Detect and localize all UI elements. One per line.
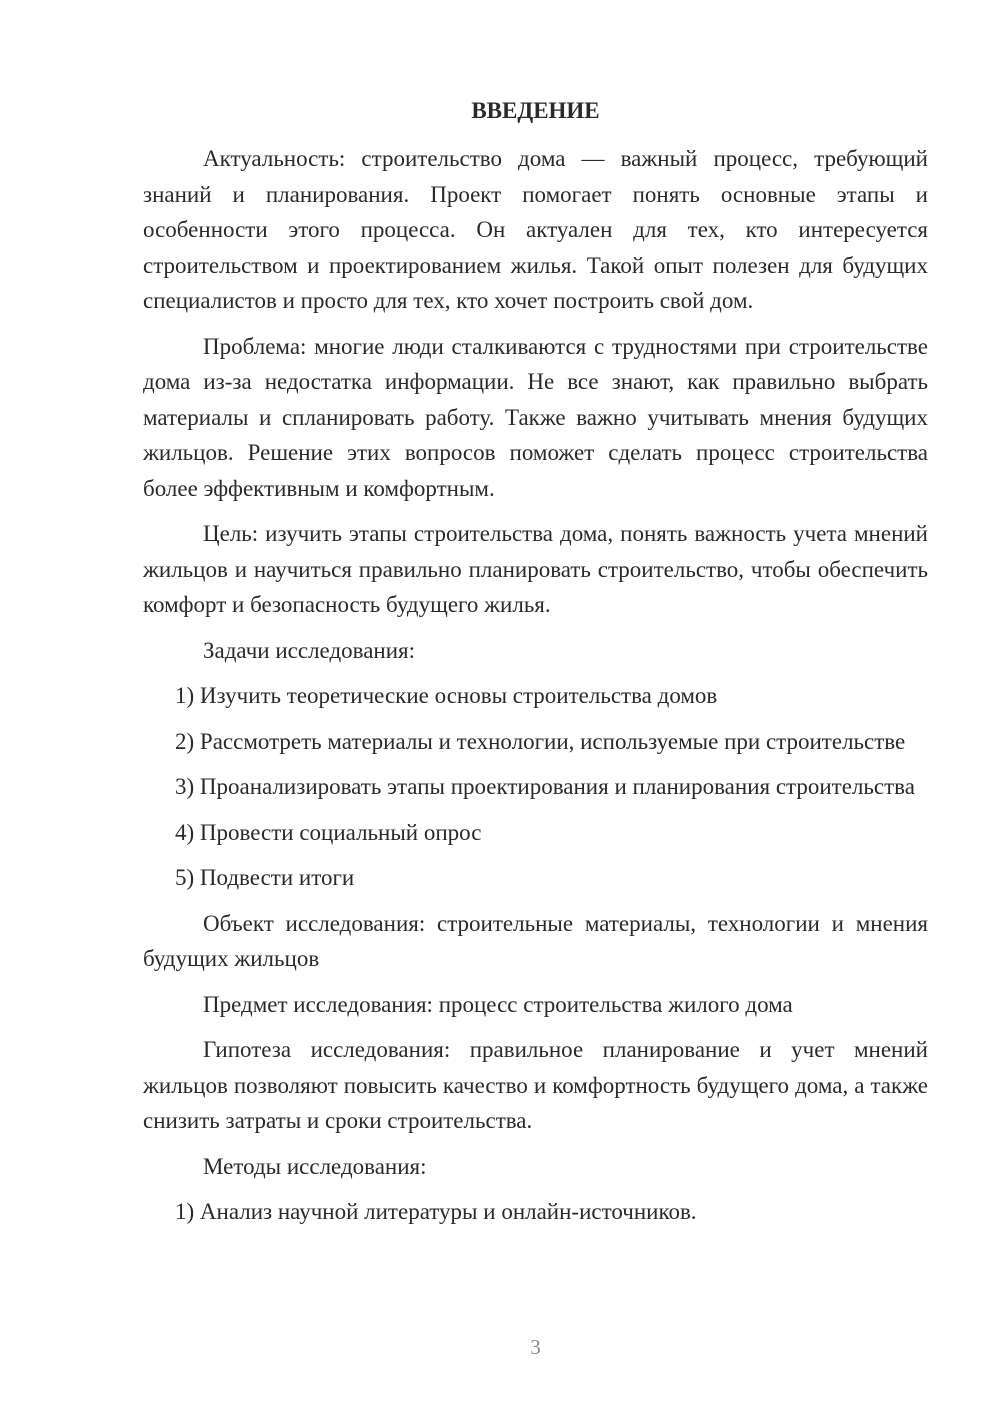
- page-number: 3: [530, 1335, 541, 1359]
- page-title: ВВЕДЕНИЕ: [471, 98, 600, 123]
- hypothesis-paragraph: Гипотеза исследования: правильное планирование и учет мнений жильцов позволяют повысить качество и комфортность будущего дома, а также снизить затраты и сроки строительства.: [143, 1037, 928, 1133]
- goal-paragraph: Цель: изучить этапы строительства дома, понять важность учета мнений жильцов и научиться правильно планировать строительство, чтобы обеспечить комфорт и безопасность будущего жилья.: [143, 521, 928, 617]
- task-item: 4) Провести социальный опрос: [175, 819, 482, 845]
- problem-paragraph: Проблема: многие люди сталкиваются с трудностями при строительстве дома из-за недостатка информации. Не все знают, как правильно выбрать материалы и спланировать работу. Также важно учитывать мнения будущих жильцов. Решение этих вопросов поможет сделать процесс строительства более эффективным и комфортным.: [143, 333, 928, 501]
- document-page: [143, 0, 928, 1414]
- task-item: 2) Рассмотреть материалы и технологии, используемые при строительстве: [175, 728, 906, 754]
- tasks-heading: Задачи исследования:: [203, 637, 416, 663]
- relevance-paragraph: Актуальность: строительство дома — важный процесс, требующий знаний и планирования. Проект помогает понять основные этапы и особенности этого процесса. Он актуален для тех, кто интересуется строительством и проектированием жилья. Такой опыт полезен для будущих специалистов и просто для тех, кто хочет построить свой дом.: [143, 146, 928, 313]
- task-item: 5) Подвести итоги: [175, 865, 355, 890]
- methods-heading: Методы исследования:: [203, 1153, 427, 1179]
- method-item: 1) Анализ научной литературы и онлайн-источников.: [175, 1199, 697, 1224]
- object-paragraph: Объект исследования: строительные материалы, технологии и мнения будущих жильцов: [143, 910, 928, 971]
- task-item: 3) Проанализировать этапы проектирования и планирования строительства: [175, 774, 915, 799]
- task-item: 1) Изучить теоретические основы строительства домов: [175, 683, 718, 708]
- subject-paragraph: Предмет исследования: процесс строительства жилого дома: [203, 991, 793, 1017]
- document-body: [143, 141, 928, 1240]
